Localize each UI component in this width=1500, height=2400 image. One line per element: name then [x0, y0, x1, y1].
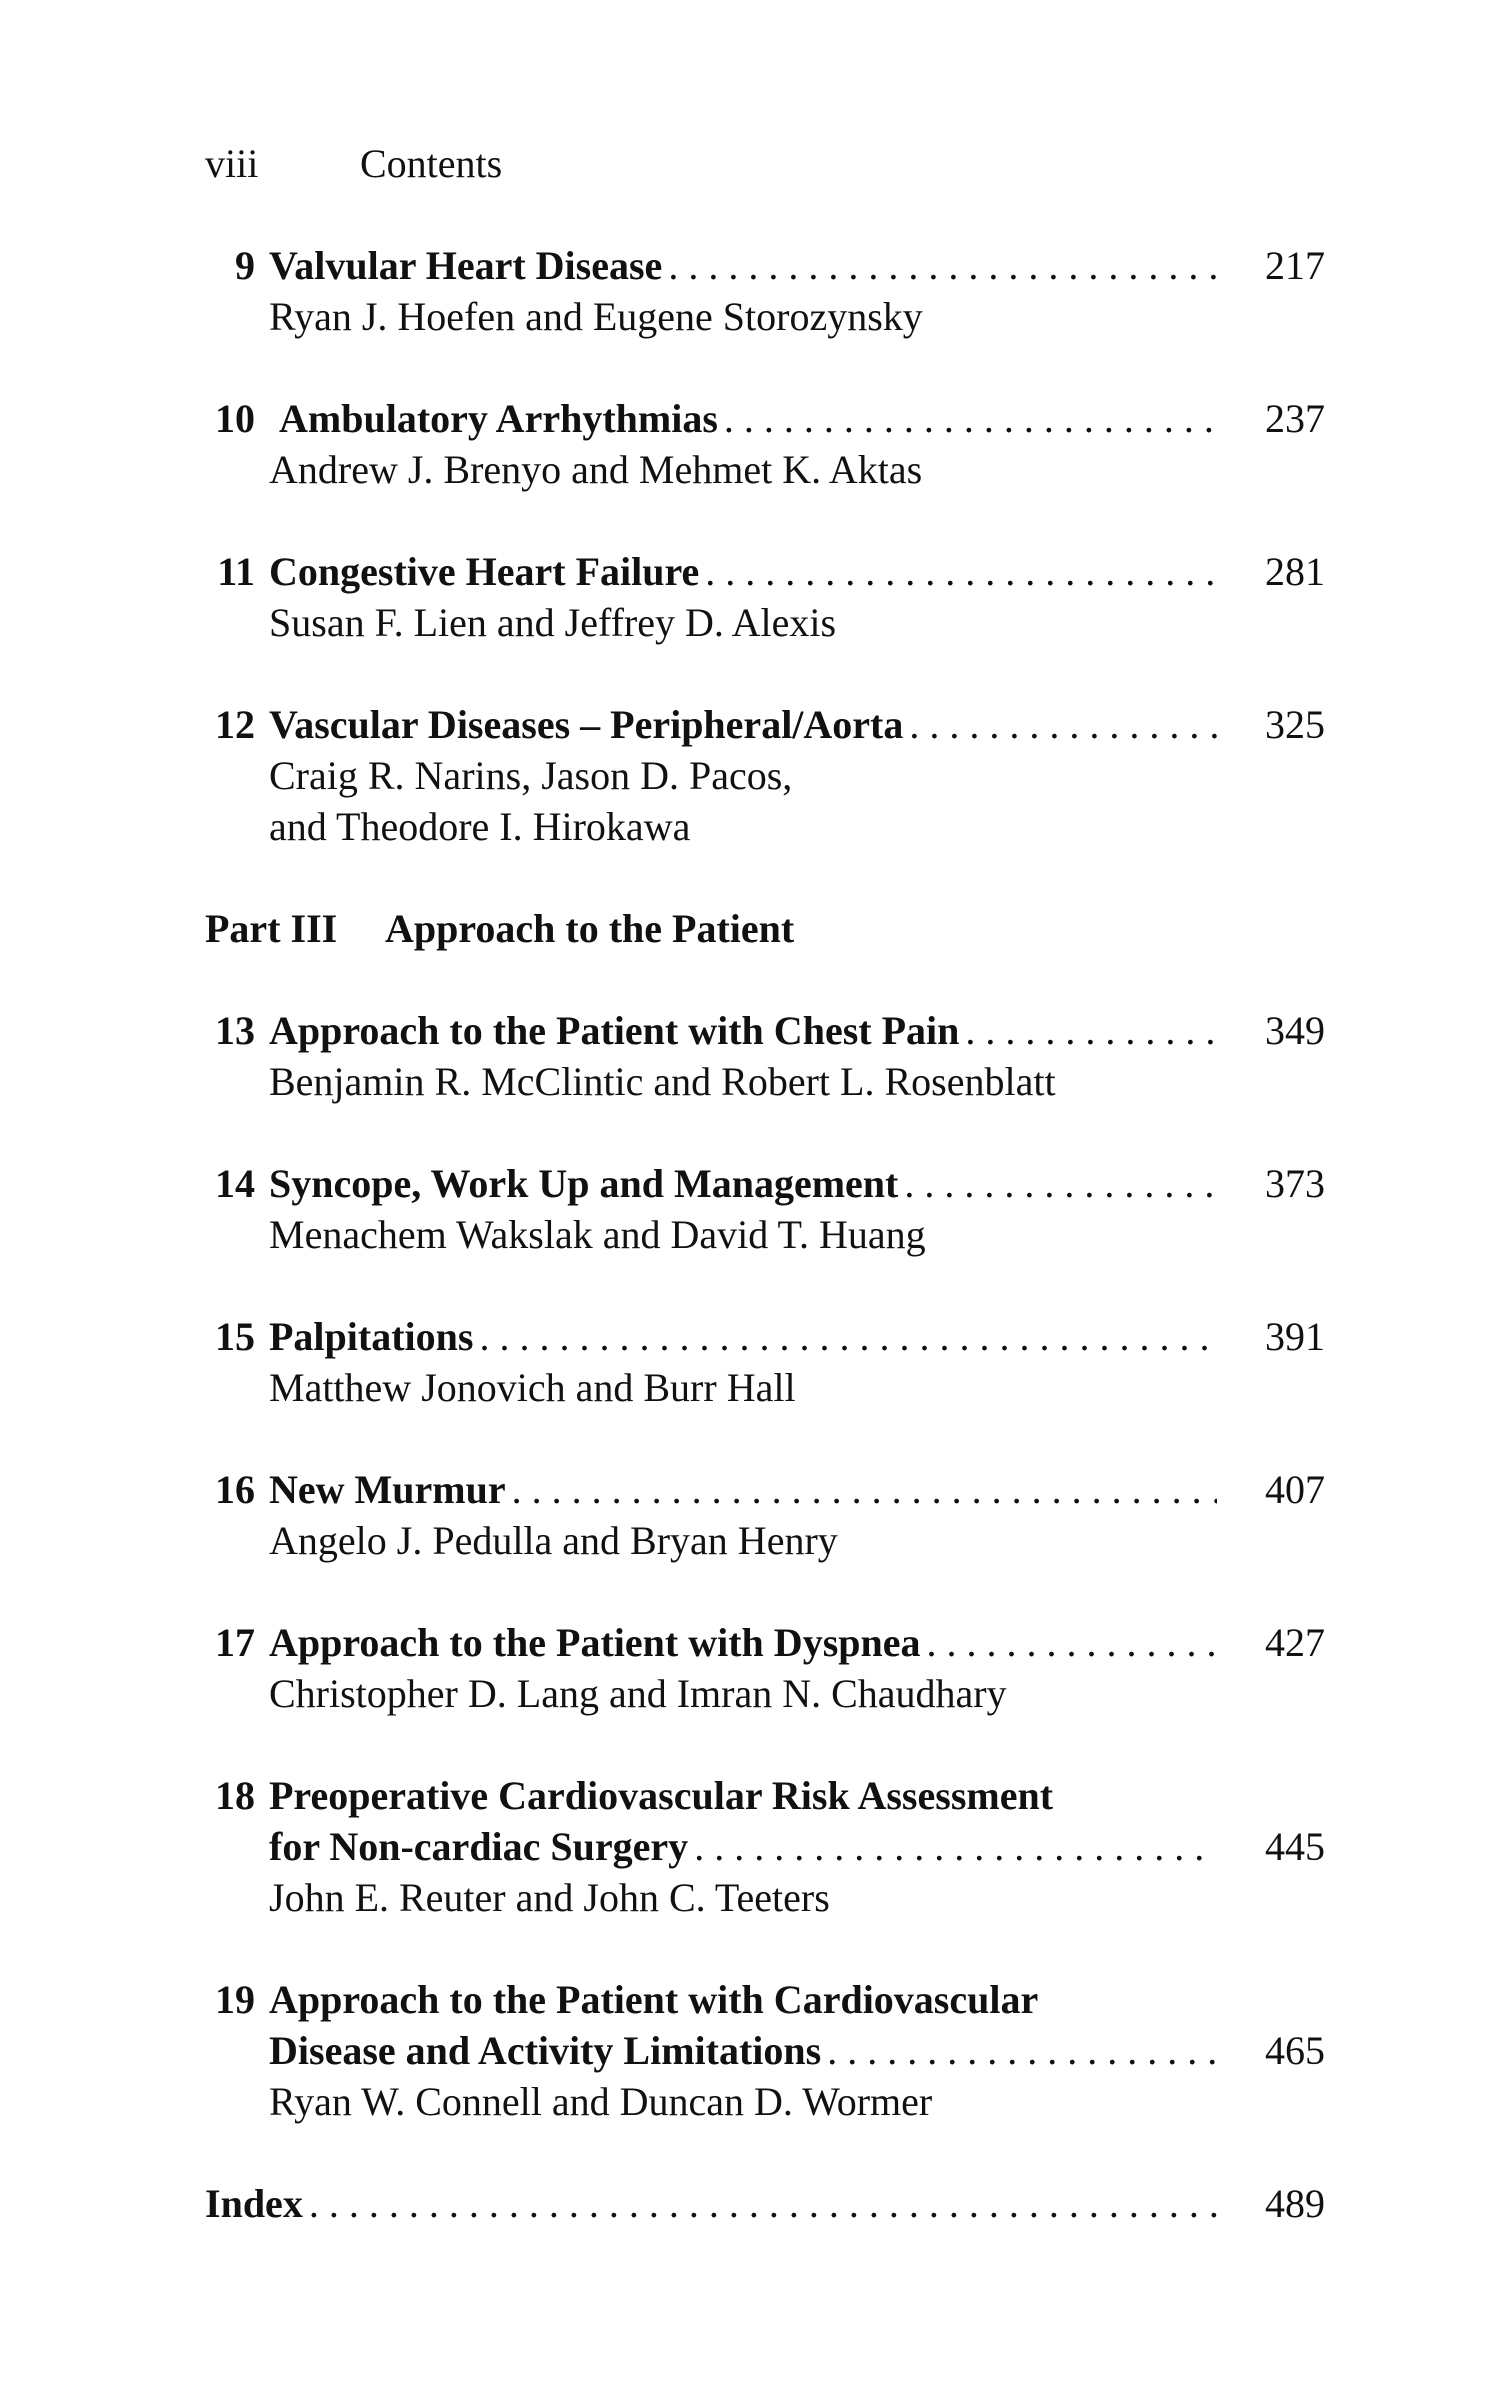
leader-dots — [827, 2025, 1217, 2076]
chapter-title-line-1[interactable]: Preoperative Cardiovascular Risk Assessment — [269, 1773, 1054, 1818]
page-number: 407 — [1265, 1467, 1325, 1512]
toc-entry-14[interactable] — [205, 1158, 1325, 1260]
leader-dots — [724, 393, 1217, 444]
chapter-number: 14 — [215, 1161, 255, 1206]
leader-dots — [512, 1464, 1217, 1515]
chapter-title-line-1[interactable]: Approach to the Patient with Cardiovascular — [269, 1977, 1039, 2022]
chapter-number: 9 — [235, 243, 255, 288]
toc-entry-9[interactable] — [205, 240, 1325, 342]
chapter-authors: Susan F. Lien and Jeffrey D. Alexis — [269, 600, 837, 645]
chapter-number: 11 — [217, 549, 255, 594]
leader-dots — [965, 1005, 1217, 1056]
page-number: 349 — [1265, 1008, 1325, 1053]
toc-entry-15[interactable] — [205, 1311, 1325, 1413]
chapter-authors: Menachem Wakslak and David T. Huang — [269, 1212, 926, 1257]
chapter-title-line-2[interactable]: for Non-cardiac Surgery — [269, 1824, 689, 1869]
page-number: 489 — [1265, 2181, 1325, 2226]
page-number: 217 — [1265, 243, 1325, 288]
chapter-number: 15 — [215, 1314, 255, 1359]
chapter-title[interactable]: Ambulatory Arrhythmias — [279, 396, 718, 441]
chapter-title[interactable]: Palpitations — [269, 1314, 474, 1359]
chapter-title[interactable]: Valvular Heart Disease — [269, 243, 663, 288]
leader-dots — [668, 240, 1217, 291]
leader-dots — [909, 699, 1217, 750]
chapter-number: 19 — [215, 1977, 255, 2022]
chapter-authors: Ryan W. Connell and Duncan D. Wormer — [269, 2079, 933, 2124]
page-number: 391 — [1265, 1314, 1325, 1359]
chapter-title[interactable]: Vascular Diseases – Peripheral/Aorta — [269, 702, 904, 747]
page-number: 373 — [1265, 1161, 1325, 1206]
page-folio: viii — [205, 141, 259, 186]
toc-entry-13[interactable] — [205, 1005, 1325, 1107]
chapter-number: 12 — [215, 702, 255, 747]
chapter-authors: Craig R. Narins, Jason D. Pacos, — [269, 753, 793, 798]
part-label: Part III — [205, 906, 338, 951]
toc-entry-18[interactable] — [205, 1770, 1325, 1923]
leader-dots — [479, 1311, 1217, 1362]
toc-entry-index[interactable] — [205, 2178, 1325, 2229]
leader-dots — [927, 1617, 1217, 1668]
chapter-title-line-2[interactable]: Disease and Activity Limitations — [269, 2028, 822, 2073]
chapter-authors: Ryan J. Hoefen and Eugene Storozynsky — [269, 294, 923, 339]
leader-dots — [904, 1158, 1217, 1209]
chapter-title[interactable]: Approach to the Patient with Chest Pain — [269, 1008, 960, 1053]
page-number: 465 — [1265, 2028, 1325, 2073]
running-head-title: Contents — [360, 141, 503, 186]
toc-entry-17[interactable] — [205, 1617, 1325, 1719]
chapter-number: 10 — [215, 396, 255, 441]
toc-entry-19[interactable] — [205, 1974, 1325, 2127]
chapter-number: 18 — [215, 1773, 255, 1818]
leader-dots — [309, 2178, 1217, 2229]
chapter-authors: Christopher D. Lang and Imran N. Chaudhary — [269, 1671, 1007, 1716]
toc-entry-11[interactable] — [205, 546, 1325, 648]
chapter-authors: Matthew Jonovich and Burr Hall — [269, 1365, 796, 1410]
leader-dots — [694, 1821, 1217, 1872]
chapter-number: 13 — [215, 1008, 255, 1053]
toc-entry-10[interactable] — [205, 393, 1325, 495]
leader-dots — [705, 546, 1217, 597]
chapter-number: 16 — [215, 1467, 255, 1512]
table-of-contents — [205, 240, 1325, 2229]
page-number: 325 — [1265, 702, 1325, 747]
chapter-title[interactable]: New Murmur — [269, 1467, 506, 1512]
chapter-authors: Andrew J. Brenyo and Mehmet K. Aktas — [269, 447, 923, 492]
chapter-title[interactable]: Syncope, Work Up and Management — [269, 1161, 899, 1206]
toc-entry-12[interactable] — [205, 699, 1325, 852]
page-number: 281 — [1265, 549, 1325, 594]
chapter-authors: and Theodore I. Hirokawa — [269, 804, 691, 849]
chapter-authors: John E. Reuter and John C. Teeters — [269, 1875, 830, 1920]
page-number: 237 — [1265, 396, 1325, 441]
toc-entry-16[interactable] — [205, 1464, 1325, 1566]
part-heading — [205, 903, 1325, 954]
index-title[interactable]: Index — [205, 2181, 303, 2226]
page-number: 445 — [1265, 1824, 1325, 1869]
chapter-title[interactable]: Approach to the Patient with Dyspnea — [269, 1620, 921, 1665]
chapter-title[interactable]: Congestive Heart Failure — [269, 549, 700, 594]
part-title: Approach to the Patient — [385, 906, 795, 951]
page-number: 427 — [1265, 1620, 1325, 1665]
chapter-authors: Angelo J. Pedulla and Bryan Henry — [269, 1518, 838, 1563]
chapter-number: 17 — [215, 1620, 255, 1665]
chapter-authors: Benjamin R. McClintic and Robert L. Rosenblatt — [269, 1059, 1056, 1104]
